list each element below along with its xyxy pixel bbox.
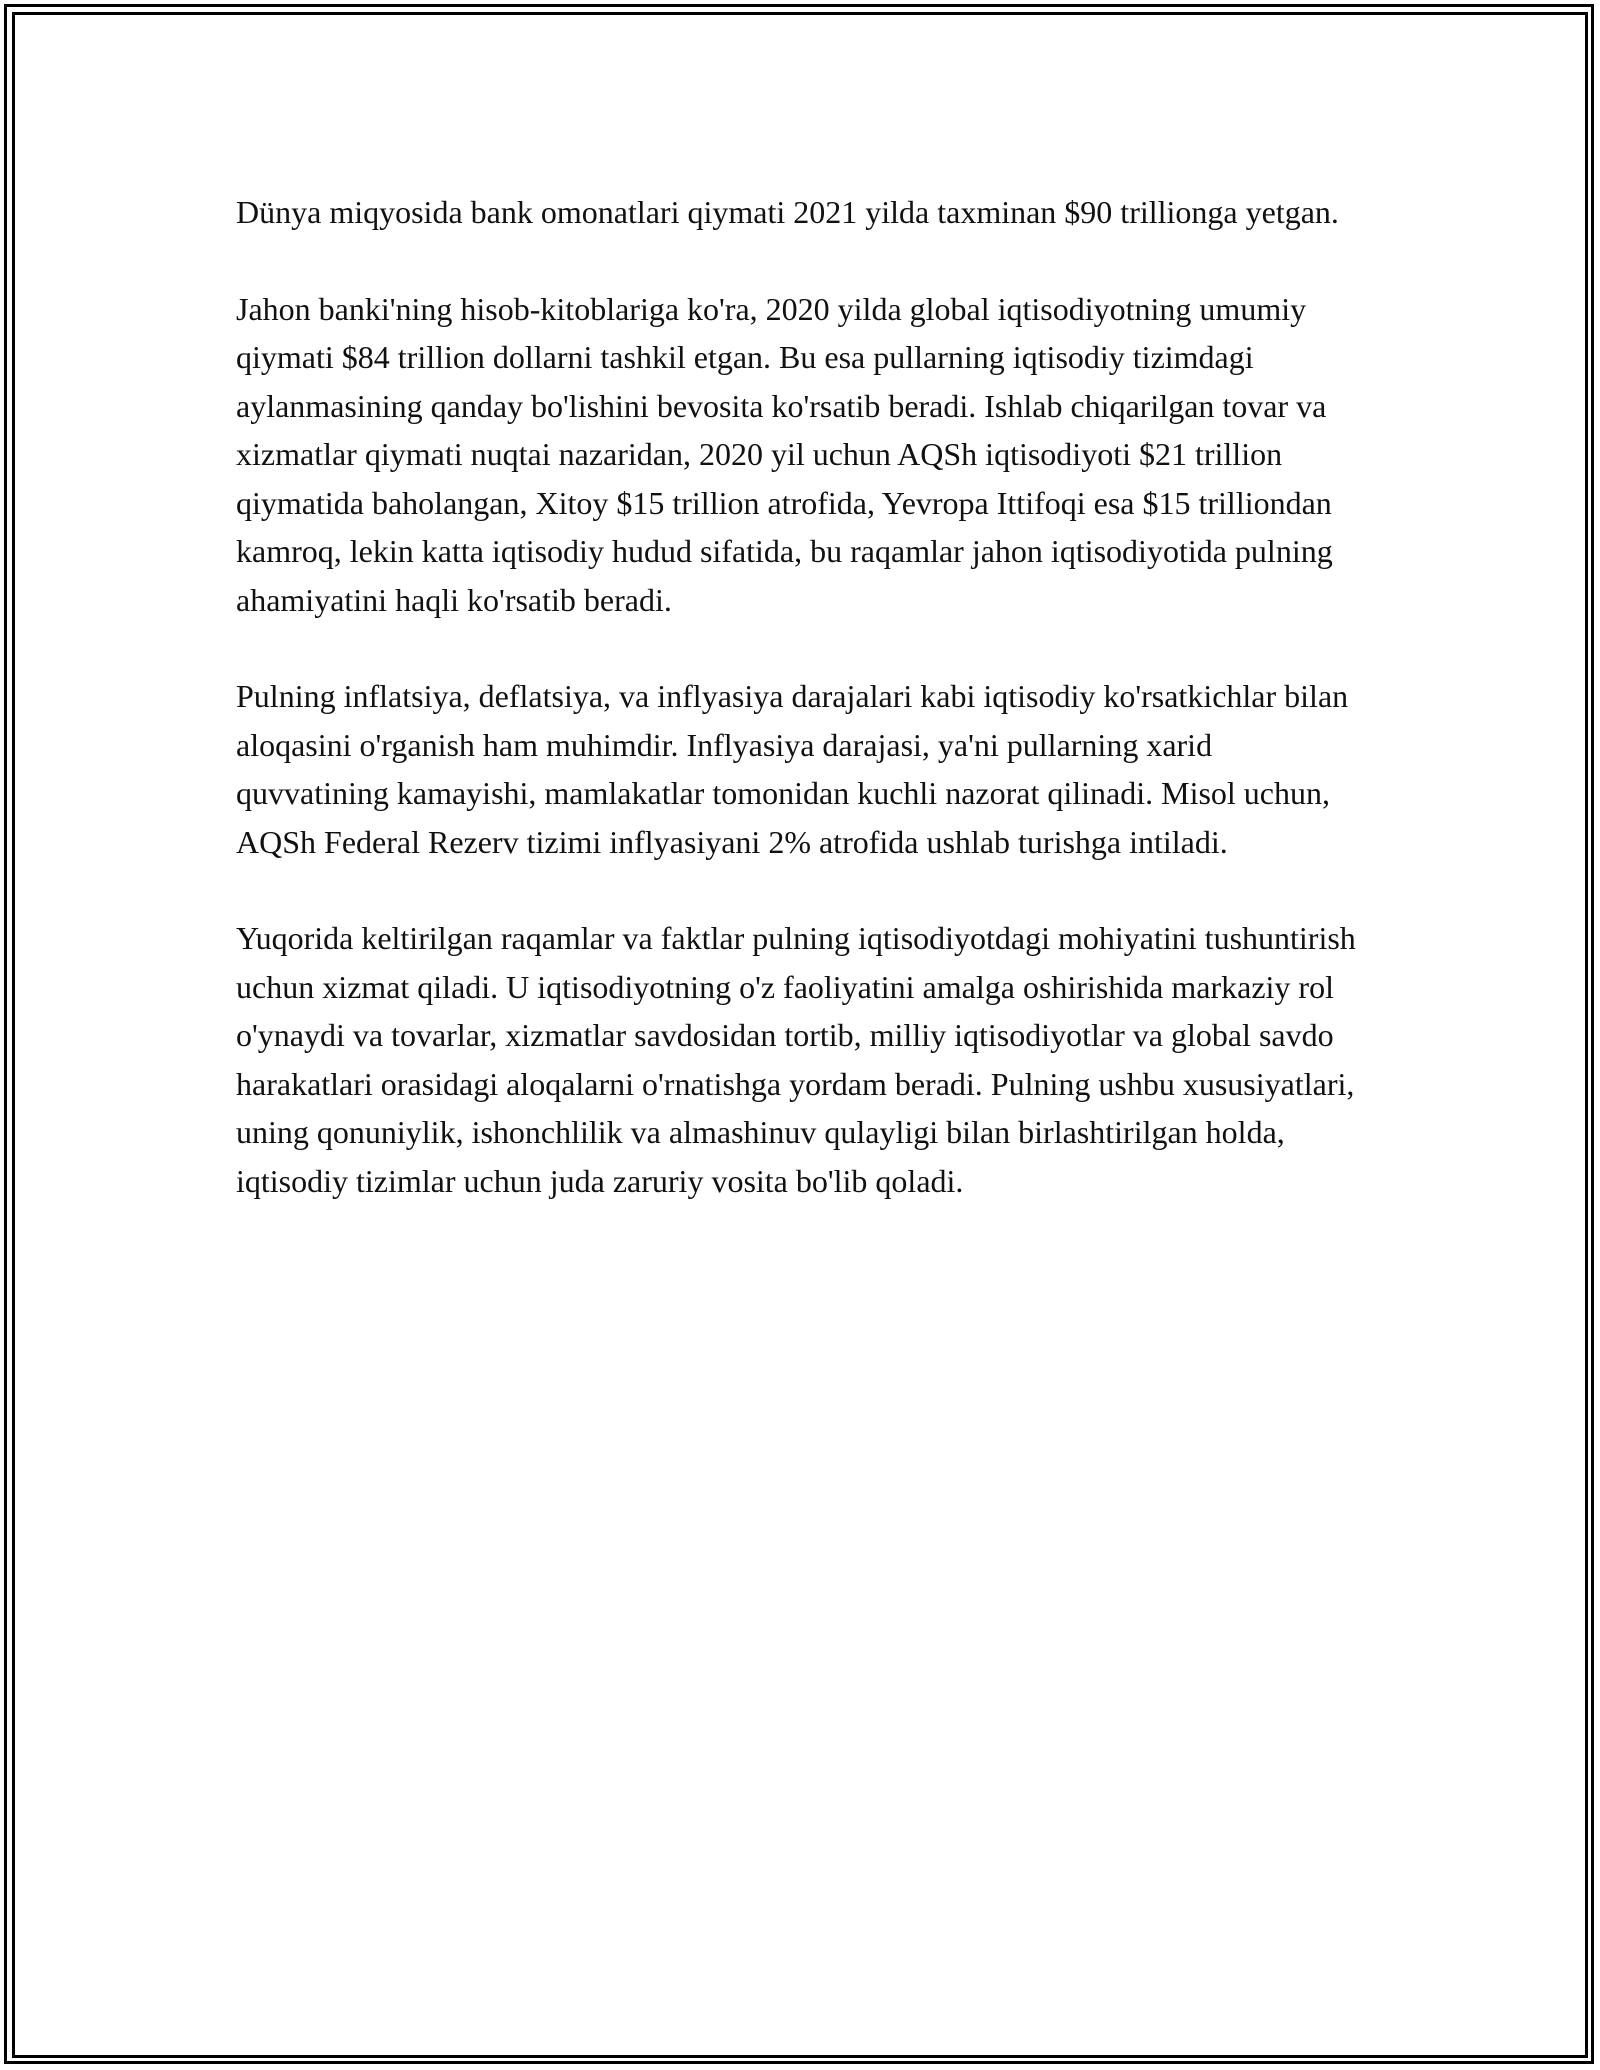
document-body [236,188,1366,1253]
paragraph-conclusion: Yuqorida keltirilgan raqamlar va faktlar pulning iqtisodiyotdagi mohiyatini tushuntirish uchun xizmat qiladi. U iqtisodiyotning o'z faoliyatini amalga oshirishida markaziy rol o'ynaydi va tovarlar, xizmatlar savdosidan tortib, milliy iqtisodiyotlar va global savdo harakatlari orasidagi aloqalarni o'rnatishga yordam beradi. Pulning ushbu xususiyatlari, uning qonuniylik, ishonchlilik va almashinuv qulayligi bilan birlashtirilgan holda, iqtisodiy tizimlar uchun juda zaruriy vosita bo'lib qoladi. [236,920,1356,1199]
paragraph-inflation: Pulning inflatsiya, deflatsiya, va inflyasiya darajalari kabi iqtisodiy ko'rsatkichlar bilan aloqasini o'rganish ham muhimdir. Inflyasiya darajasi, ya'ni pullarning xarid quvvatining kamayishi, mamlakatlar tomonidan kuchli nazorat qilinadi. Misol uchun, AQSh Federal Rezerv tizimi inflyasiyani 2% atrofida ushlab turishga intiladi. [236,678,1349,860]
paragraph-world-bank: Jahon banki'ning hisob-kitoblariga ko'ra, 2020 yilda global iqtisodiyotning umumiy qiymati $84 trillion dollarni tashkil etgan. Bu esa pullarning iqtisodiy tizimdagi aylanmasining qanday bo'lishini bevosita ko'rsatib beradi. Ishlab chiqarilgan tovar va xizmatlar qiymati nuqtai nazaridan, 2020 yil uchun AQSh iqtisodiyoti $21 trillion qiymatida baholangan, Xitoy $15 trillion atrofida, Yevropa Ittifoqi esa $15 trilliondan kamroq, lekin katta iqtisodiy hudud sifatida, bu raqamlar jahon iqtisodiyotida pulning ahamiyatini haqli ko'rsatib beradi. [236,290,1333,618]
paragraph-deposits: Dünya miqyosida bank omonatlari qiymati 2021 yilda taxminan $90 trillionga yetgan. [236,194,1339,230]
